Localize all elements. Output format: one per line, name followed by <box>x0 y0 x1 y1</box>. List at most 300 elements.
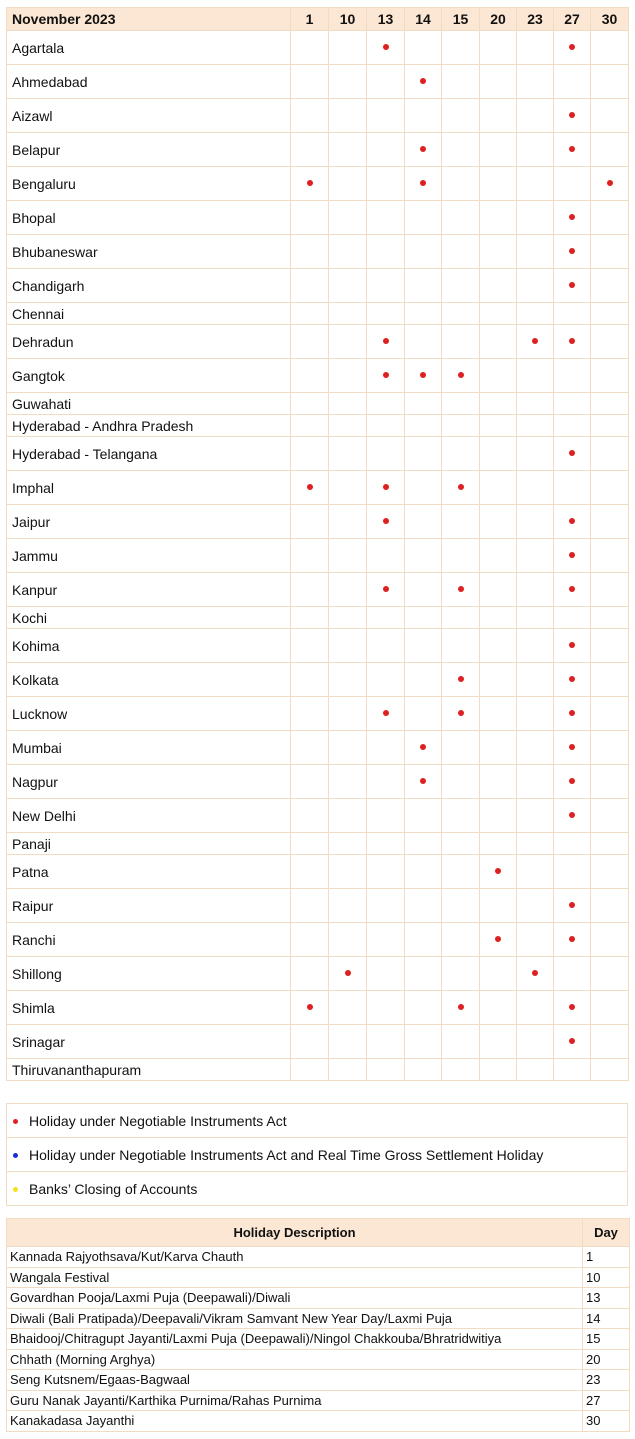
holiday-dot <box>345 970 351 976</box>
holiday-day: 10 <box>583 1267 630 1288</box>
day-cell-10 <box>329 573 367 607</box>
day-cell-30 <box>591 415 629 437</box>
day-cell-20 <box>480 629 517 663</box>
day-cell-15 <box>442 1025 480 1059</box>
day-cell-23 <box>517 505 554 539</box>
day-cell-14 <box>405 471 442 505</box>
holiday-calendar-table <box>6 7 629 1081</box>
day-cell-14 <box>405 65 442 99</box>
day-cell-30 <box>591 471 629 505</box>
city-row <box>7 269 629 303</box>
day-cell-30 <box>591 629 629 663</box>
holiday-dot <box>307 1004 313 1010</box>
day-cell-13 <box>367 167 405 201</box>
day-cell-14 <box>405 991 442 1025</box>
day-cell-10 <box>329 539 367 573</box>
holiday-dot <box>569 112 575 118</box>
day-cell-20 <box>480 167 517 201</box>
day-cell-1 <box>291 415 329 437</box>
city-name: Lucknow <box>7 697 291 731</box>
day-cell-23 <box>517 65 554 99</box>
day-cell-1 <box>291 1025 329 1059</box>
day-cell-27 <box>554 991 591 1025</box>
day-cell-23 <box>517 833 554 855</box>
day-cell-27 <box>554 629 591 663</box>
day-cell-30 <box>591 201 629 235</box>
city-name: Ranchi <box>7 923 291 957</box>
day-cell-10 <box>329 437 367 471</box>
description-row <box>7 1349 630 1370</box>
holiday-description: Chhath (Morning Arghya) <box>7 1349 583 1370</box>
day-cell-30 <box>591 133 629 167</box>
city-row <box>7 731 629 765</box>
city-row <box>7 393 629 415</box>
day-cell-27 <box>554 799 591 833</box>
day-cell-13 <box>367 393 405 415</box>
day-cell-10 <box>329 31 367 65</box>
day-cell-20 <box>480 235 517 269</box>
city-name: Kolkata <box>7 663 291 697</box>
holiday-dot <box>569 1004 575 1010</box>
day-cell-27 <box>554 359 591 393</box>
city-name: Bengaluru <box>7 167 291 201</box>
day-cell-20 <box>480 471 517 505</box>
day-cell-27 <box>554 437 591 471</box>
holiday-dot <box>458 484 464 490</box>
holiday-day: 23 <box>583 1370 630 1391</box>
legend-dot-icon <box>13 1153 18 1158</box>
city-name: Agartala <box>7 31 291 65</box>
city-row <box>7 325 629 359</box>
day-cell-14 <box>405 303 442 325</box>
day-cell-13 <box>367 957 405 991</box>
city-row <box>7 471 629 505</box>
city-row <box>7 1025 629 1059</box>
day-cell-13 <box>367 697 405 731</box>
day-header-13: 13 <box>367 8 405 31</box>
day-cell-30 <box>591 393 629 415</box>
day-cell-23 <box>517 471 554 505</box>
city-row <box>7 359 629 393</box>
city-row <box>7 799 629 833</box>
day-cell-27 <box>554 957 591 991</box>
day-cell-10 <box>329 607 367 629</box>
city-row <box>7 31 629 65</box>
legend-item <box>7 1138 628 1172</box>
day-header-27: 27 <box>554 8 591 31</box>
day-cell-1 <box>291 889 329 923</box>
city-name: Patna <box>7 855 291 889</box>
description-row <box>7 1411 630 1432</box>
day-cell-1 <box>291 573 329 607</box>
day-cell-1 <box>291 303 329 325</box>
city-name: Shimla <box>7 991 291 1025</box>
day-cell-15 <box>442 437 480 471</box>
day-cell-15 <box>442 269 480 303</box>
day-cell-14 <box>405 133 442 167</box>
day-cell-13 <box>367 1059 405 1081</box>
day-cell-27 <box>554 65 591 99</box>
day-cell-15 <box>442 303 480 325</box>
day-cell-30 <box>591 269 629 303</box>
day-cell-13 <box>367 359 405 393</box>
day-cell-1 <box>291 697 329 731</box>
city-name: Dehradun <box>7 325 291 359</box>
holiday-description: Bhaidooj/Chitragupt Jayanti/Laxmi Puja (Deepawali)/Ningol Chakkouba/Bhratridwitiya <box>7 1329 583 1350</box>
day-cell-30 <box>591 663 629 697</box>
city-name: Gangtok <box>7 359 291 393</box>
holiday-day: 30 <box>583 1411 630 1432</box>
holiday-description: Kanakadasa Jayanthi <box>7 1411 583 1432</box>
day-cell-15 <box>442 765 480 799</box>
day-cell-15 <box>442 629 480 663</box>
day-cell-20 <box>480 855 517 889</box>
day-cell-13 <box>367 235 405 269</box>
city-row <box>7 201 629 235</box>
city-name: Imphal <box>7 471 291 505</box>
day-cell-14 <box>405 923 442 957</box>
day-cell-23 <box>517 731 554 765</box>
day-cell-15 <box>442 31 480 65</box>
holiday-description: Guru Nanak Jayanti/Karthika Purnima/Rahas Purnima <box>7 1390 583 1411</box>
city-row <box>7 663 629 697</box>
holiday-dot <box>458 372 464 378</box>
description-row <box>7 1329 630 1350</box>
holiday-dot <box>569 778 575 784</box>
day-cell-1 <box>291 629 329 663</box>
day-cell-30 <box>591 359 629 393</box>
day-cell-10 <box>329 1059 367 1081</box>
day-cell-10 <box>329 65 367 99</box>
day-cell-10 <box>329 167 367 201</box>
day-cell-15 <box>442 235 480 269</box>
holiday-dot <box>383 710 389 716</box>
day-cell-1 <box>291 765 329 799</box>
day-cell-23 <box>517 393 554 415</box>
day-cell-10 <box>329 957 367 991</box>
holiday-dot <box>607 180 613 186</box>
day-cell-15 <box>442 799 480 833</box>
day-cell-14 <box>405 731 442 765</box>
day-cell-15 <box>442 833 480 855</box>
city-name: Jaipur <box>7 505 291 539</box>
day-cell-30 <box>591 31 629 65</box>
day-cell-20 <box>480 393 517 415</box>
holiday-dot <box>532 970 538 976</box>
day-cell-15 <box>442 505 480 539</box>
day-header-30: 30 <box>591 8 629 31</box>
city-name: Shillong <box>7 957 291 991</box>
day-cell-10 <box>329 731 367 765</box>
day-cell-20 <box>480 269 517 303</box>
city-name: Bhubaneswar <box>7 235 291 269</box>
day-cell-27 <box>554 325 591 359</box>
day-cell-13 <box>367 991 405 1025</box>
day-cell-27 <box>554 269 591 303</box>
day-cell-14 <box>405 99 442 133</box>
holiday-dot <box>495 936 501 942</box>
city-name: Nagpur <box>7 765 291 799</box>
day-cell-20 <box>480 607 517 629</box>
day-cell-10 <box>329 235 367 269</box>
day-cell-1 <box>291 731 329 765</box>
day-cell-14 <box>405 1025 442 1059</box>
city-row <box>7 889 629 923</box>
day-cell-10 <box>329 833 367 855</box>
day-cell-27 <box>554 167 591 201</box>
city-name: Jammu <box>7 539 291 573</box>
day-cell-30 <box>591 167 629 201</box>
day-cell-14 <box>405 201 442 235</box>
legend-text: Holiday under Negotiable Instruments Act and Real Time Gross Settlement Holiday <box>29 1146 544 1163</box>
day-cell-13 <box>367 663 405 697</box>
day-cell-23 <box>517 359 554 393</box>
holiday-dot <box>569 146 575 152</box>
day-cell-23 <box>517 99 554 133</box>
city-row <box>7 133 629 167</box>
city-name: Belapur <box>7 133 291 167</box>
description-row <box>7 1267 630 1288</box>
day-cell-10 <box>329 991 367 1025</box>
day-cell-30 <box>591 505 629 539</box>
holiday-dot <box>532 338 538 344</box>
city-name: Aizawl <box>7 99 291 133</box>
holiday-dot <box>383 518 389 524</box>
day-cell-27 <box>554 1059 591 1081</box>
day-cell-23 <box>517 607 554 629</box>
day-cell-30 <box>591 731 629 765</box>
city-row <box>7 303 629 325</box>
city-row <box>7 765 629 799</box>
day-cell-10 <box>329 471 367 505</box>
day-cell-20 <box>480 133 517 167</box>
day-cell-30 <box>591 991 629 1025</box>
holiday-description: Diwali (Bali Pratipada)/Deepavali/Vikram Samvant New Year Day/Laxmi Puja <box>7 1308 583 1329</box>
day-cell-23 <box>517 133 554 167</box>
day-cell-14 <box>405 325 442 359</box>
day-cell-23 <box>517 697 554 731</box>
day-cell-13 <box>367 201 405 235</box>
day-cell-15 <box>442 359 480 393</box>
holiday-dot <box>420 78 426 84</box>
day-header-14: 14 <box>405 8 442 31</box>
day-cell-13 <box>367 607 405 629</box>
day-cell-15 <box>442 393 480 415</box>
legend-table <box>6 1103 628 1206</box>
description-row <box>7 1247 630 1268</box>
day-cell-1 <box>291 269 329 303</box>
holiday-dot <box>569 676 575 682</box>
day-cell-13 <box>367 133 405 167</box>
city-row <box>7 65 629 99</box>
holiday-day: 13 <box>583 1288 630 1309</box>
city-row <box>7 855 629 889</box>
city-row <box>7 573 629 607</box>
legend-row <box>7 1172 628 1206</box>
city-name: Ahmedabad <box>7 65 291 99</box>
city-name: Kanpur <box>7 573 291 607</box>
city-row <box>7 833 629 855</box>
day-cell-13 <box>367 629 405 663</box>
day-cell-27 <box>554 133 591 167</box>
day-cell-30 <box>591 833 629 855</box>
day-cell-14 <box>405 765 442 799</box>
day-cell-1 <box>291 539 329 573</box>
day-cell-20 <box>480 799 517 833</box>
day-cell-30 <box>591 99 629 133</box>
day-cell-20 <box>480 303 517 325</box>
day-cell-30 <box>591 855 629 889</box>
day-cell-14 <box>405 167 442 201</box>
day-cell-27 <box>554 99 591 133</box>
holiday-dot <box>569 518 575 524</box>
day-cell-23 <box>517 235 554 269</box>
day-cell-23 <box>517 31 554 65</box>
day-cell-14 <box>405 697 442 731</box>
day-cell-13 <box>367 855 405 889</box>
day-cell-1 <box>291 325 329 359</box>
description-row <box>7 1288 630 1309</box>
day-cell-1 <box>291 855 329 889</box>
legend-row <box>7 1138 628 1172</box>
day-cell-15 <box>442 1059 480 1081</box>
day-header-23: 23 <box>517 8 554 31</box>
description-row <box>7 1370 630 1391</box>
city-row <box>7 697 629 731</box>
day-cell-30 <box>591 303 629 325</box>
city-row <box>7 167 629 201</box>
holiday-dot <box>458 586 464 592</box>
day-cell-10 <box>329 765 367 799</box>
day-cell-20 <box>480 833 517 855</box>
holiday-day: 20 <box>583 1349 630 1370</box>
legend-item <box>7 1172 628 1206</box>
day-cell-10 <box>329 1025 367 1059</box>
day-cell-13 <box>367 799 405 833</box>
holiday-dot <box>569 710 575 716</box>
day-cell-20 <box>480 663 517 697</box>
legend-text: Holiday under Negotiable Instruments Act <box>29 1112 287 1129</box>
day-cell-14 <box>405 663 442 697</box>
city-name: New Delhi <box>7 799 291 833</box>
city-name: Mumbai <box>7 731 291 765</box>
day-cell-14 <box>405 889 442 923</box>
day-cell-14 <box>405 833 442 855</box>
day-cell-10 <box>329 889 367 923</box>
day-cell-14 <box>405 799 442 833</box>
city-name: Guwahati <box>7 393 291 415</box>
day-cell-15 <box>442 325 480 359</box>
day-cell-1 <box>291 31 329 65</box>
day-cell-30 <box>591 1059 629 1081</box>
day-cell-13 <box>367 889 405 923</box>
day-cell-27 <box>554 923 591 957</box>
day-cell-27 <box>554 471 591 505</box>
holiday-dot <box>569 450 575 456</box>
legend-text: Banks’ Closing of Accounts <box>29 1180 198 1197</box>
day-cell-20 <box>480 437 517 471</box>
day-cell-10 <box>329 697 367 731</box>
day-cell-30 <box>591 235 629 269</box>
day-cell-27 <box>554 31 591 65</box>
day-cell-1 <box>291 437 329 471</box>
legend-row <box>7 1104 628 1138</box>
holiday-dot <box>569 812 575 818</box>
day-cell-23 <box>517 957 554 991</box>
city-name: Kochi <box>7 607 291 629</box>
day-cell-1 <box>291 201 329 235</box>
day-cell-10 <box>329 505 367 539</box>
city-name: Chandigarh <box>7 269 291 303</box>
day-cell-10 <box>329 855 367 889</box>
holiday-dot <box>383 44 389 50</box>
day-cell-10 <box>329 303 367 325</box>
day-cell-10 <box>329 133 367 167</box>
day-cell-10 <box>329 325 367 359</box>
day-cell-23 <box>517 629 554 663</box>
description-header-row <box>7 1219 630 1247</box>
day-cell-20 <box>480 957 517 991</box>
city-name: Panaji <box>7 833 291 855</box>
day-cell-15 <box>442 167 480 201</box>
holiday-dot <box>383 372 389 378</box>
holiday-dot <box>569 552 575 558</box>
city-row <box>7 539 629 573</box>
day-cell-15 <box>442 697 480 731</box>
day-cell-27 <box>554 303 591 325</box>
holiday-dot <box>383 586 389 592</box>
day-cell-15 <box>442 731 480 765</box>
day-cell-1 <box>291 923 329 957</box>
day-cell-1 <box>291 359 329 393</box>
city-row <box>7 607 629 629</box>
day-cell-1 <box>291 607 329 629</box>
day-cell-10 <box>329 415 367 437</box>
holiday-day: 15 <box>583 1329 630 1350</box>
day-cell-27 <box>554 393 591 415</box>
legend-dot-icon <box>13 1119 18 1124</box>
day-cell-13 <box>367 31 405 65</box>
day-cell-13 <box>367 471 405 505</box>
day-cell-27 <box>554 573 591 607</box>
day-cell-20 <box>480 991 517 1025</box>
day-cell-14 <box>405 607 442 629</box>
holiday-dot <box>569 936 575 942</box>
day-cell-30 <box>591 889 629 923</box>
day-cell-30 <box>591 1025 629 1059</box>
day-cell-23 <box>517 889 554 923</box>
city-row <box>7 415 629 437</box>
day-cell-27 <box>554 855 591 889</box>
day-cell-10 <box>329 359 367 393</box>
holiday-dot <box>420 146 426 152</box>
holiday-description: Seng Kutsnem/Egaas-Bagwaal <box>7 1370 583 1391</box>
day-cell-14 <box>405 629 442 663</box>
holiday-dot <box>569 1038 575 1044</box>
day-cell-27 <box>554 765 591 799</box>
day-cell-14 <box>405 855 442 889</box>
day-header-20: 20 <box>480 8 517 31</box>
day-cell-23 <box>517 167 554 201</box>
day-cell-1 <box>291 505 329 539</box>
day-cell-27 <box>554 833 591 855</box>
day-cell-13 <box>367 99 405 133</box>
day-cell-15 <box>442 99 480 133</box>
day-cell-23 <box>517 991 554 1025</box>
day-cell-10 <box>329 629 367 663</box>
city-name: Chennai <box>7 303 291 325</box>
day-cell-1 <box>291 65 329 99</box>
